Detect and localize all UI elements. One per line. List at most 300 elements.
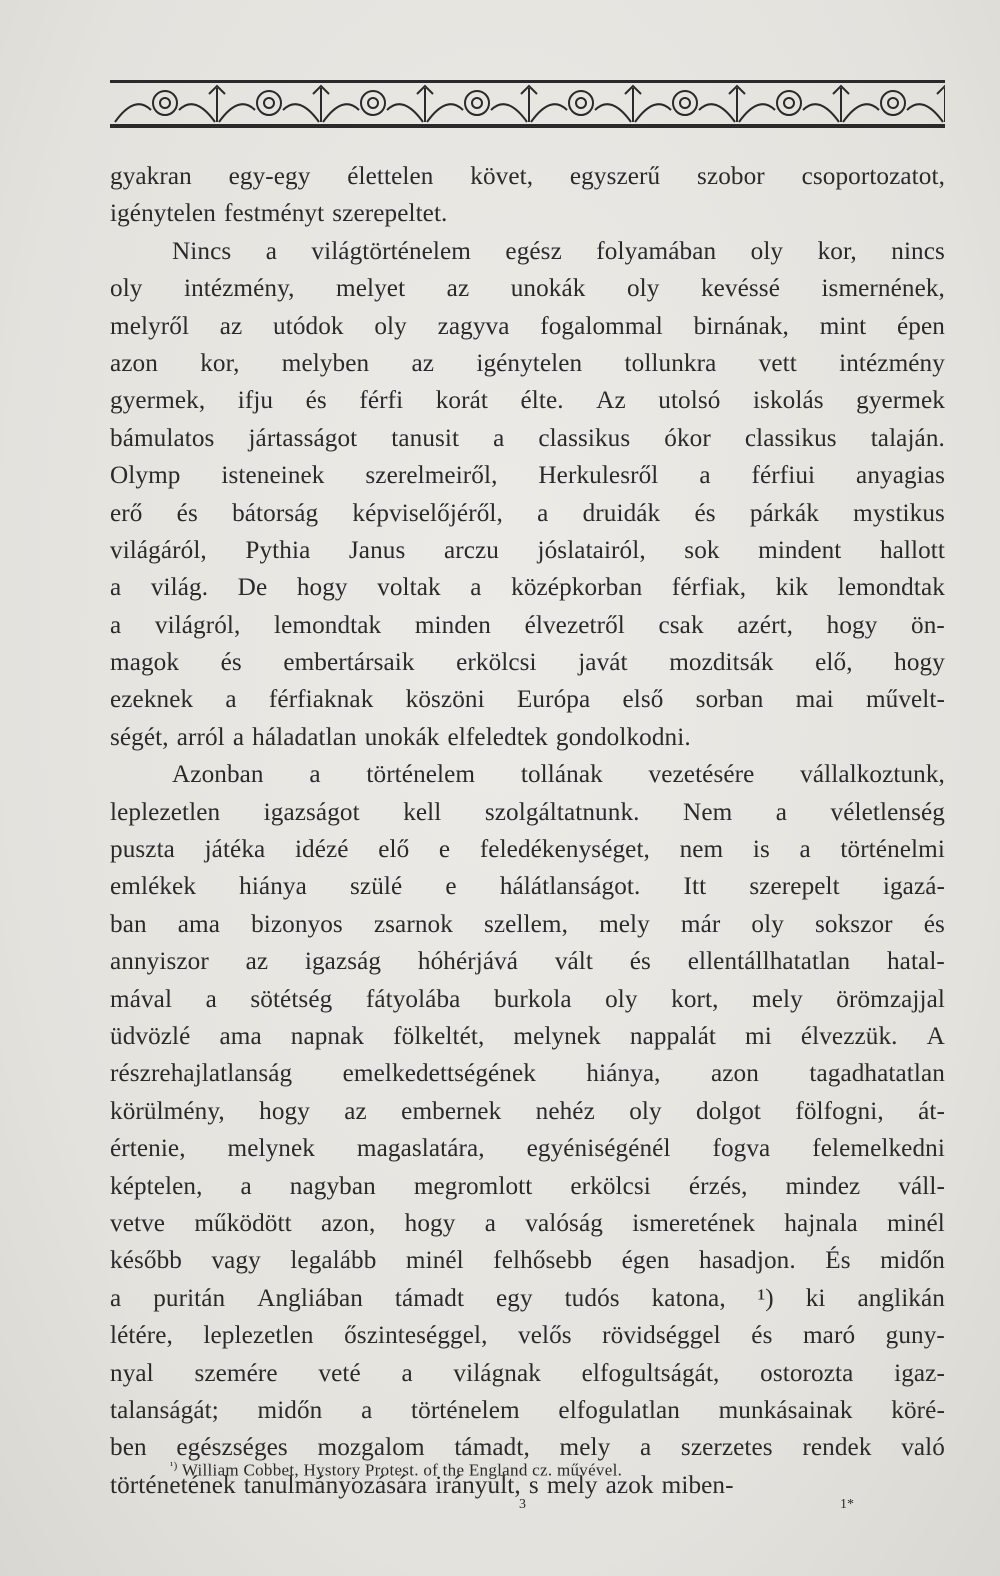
word: szellem, bbox=[483, 910, 568, 938]
word: vállalkoztunk, bbox=[800, 761, 945, 789]
word: őszinteséggel, bbox=[344, 1322, 488, 1350]
word: csoportozatot, bbox=[801, 163, 945, 190]
word: lemondtak bbox=[837, 574, 945, 602]
word: köszöni bbox=[405, 686, 485, 714]
word: intézmény bbox=[839, 349, 945, 377]
word: hóhérjává bbox=[417, 948, 519, 976]
word: jártasságot bbox=[248, 424, 358, 452]
word: ön- bbox=[911, 611, 945, 639]
text-line bbox=[110, 1018, 945, 1055]
word: hálátlanságot. bbox=[499, 873, 641, 901]
word: létére, bbox=[110, 1322, 173, 1350]
word: a bbox=[484, 1209, 496, 1237]
word: burkola bbox=[493, 985, 572, 1013]
word: ki bbox=[805, 1284, 826, 1312]
word: a bbox=[537, 499, 549, 527]
word: szobor bbox=[697, 163, 765, 190]
text-line bbox=[110, 158, 945, 195]
word: velős bbox=[518, 1322, 572, 1350]
word: felhősebb bbox=[493, 1247, 593, 1275]
word: fölfogni, bbox=[795, 1097, 884, 1125]
word: javát bbox=[578, 649, 628, 677]
word: emlékek bbox=[110, 873, 197, 901]
word: igazság bbox=[304, 948, 382, 976]
word: az bbox=[411, 349, 435, 377]
word: hogy bbox=[894, 649, 945, 677]
word: világ. bbox=[150, 574, 209, 602]
word: feledékenységet, bbox=[479, 836, 650, 864]
word: Janus bbox=[348, 536, 406, 564]
text-line bbox=[110, 1280, 945, 1317]
word: képviselőjéről, bbox=[352, 499, 503, 527]
word: minél bbox=[887, 1209, 945, 1237]
word: tollunkra bbox=[624, 349, 717, 377]
word: embertársaik bbox=[283, 649, 415, 677]
text-line bbox=[110, 681, 945, 718]
word: sorban bbox=[695, 686, 764, 714]
word: vált bbox=[554, 948, 593, 976]
word: oly bbox=[629, 1097, 662, 1125]
word: leplezetlen bbox=[203, 1322, 314, 1350]
word: férfiak, bbox=[671, 574, 747, 602]
word: bizonyos bbox=[251, 910, 343, 938]
word: a bbox=[265, 237, 277, 265]
word: egy-egy bbox=[228, 163, 311, 190]
word: szerelmeiről, bbox=[365, 462, 498, 490]
word: üdvözlé bbox=[110, 1022, 191, 1050]
word: és bbox=[176, 499, 198, 527]
word: köré- bbox=[891, 1396, 945, 1424]
word: magaslatára, bbox=[356, 1135, 485, 1163]
word: voltak bbox=[377, 574, 441, 602]
word: Pythia bbox=[245, 536, 311, 564]
word: ismeretének bbox=[632, 1209, 756, 1237]
word: egyéniségénél bbox=[526, 1135, 671, 1163]
word: hiánya bbox=[239, 873, 307, 901]
text-line bbox=[110, 1205, 945, 1242]
word: a bbox=[110, 611, 122, 639]
word: élvezetről bbox=[524, 611, 625, 639]
word: hasadjon. bbox=[699, 1247, 796, 1275]
word: férfiaknak bbox=[268, 686, 374, 714]
word: mindent bbox=[758, 536, 842, 564]
word: Nem bbox=[683, 798, 733, 826]
page-number: 3 bbox=[519, 1497, 526, 1512]
word: hogy bbox=[296, 574, 348, 602]
word: kik bbox=[775, 574, 809, 602]
word: világáról, bbox=[110, 536, 207, 564]
word: a bbox=[699, 462, 711, 490]
word: mely bbox=[559, 1434, 611, 1462]
word: való bbox=[901, 1434, 945, 1462]
word: férfiui bbox=[751, 462, 816, 490]
word: első bbox=[622, 686, 664, 714]
word: arczu bbox=[443, 536, 499, 564]
word: erkölcsi bbox=[570, 1172, 651, 1200]
word: oly bbox=[626, 275, 660, 303]
word: épen bbox=[897, 312, 945, 340]
word: anglikán bbox=[857, 1284, 945, 1312]
word: tudós bbox=[564, 1284, 620, 1312]
word: és bbox=[751, 1322, 773, 1350]
word: szemére bbox=[194, 1359, 278, 1387]
word: az bbox=[219, 312, 243, 340]
word: fogva bbox=[712, 1135, 771, 1163]
text-line bbox=[110, 495, 945, 532]
word: elő bbox=[378, 836, 410, 864]
word: a bbox=[110, 1284, 122, 1312]
word: ségét, bbox=[110, 723, 169, 751]
text-line bbox=[110, 457, 945, 494]
word: világtörténelem bbox=[311, 237, 471, 265]
word: ókor bbox=[664, 424, 711, 452]
word: már bbox=[680, 910, 721, 938]
text-line bbox=[110, 831, 945, 868]
word: oly bbox=[605, 985, 638, 1013]
signature-mark: 1* bbox=[840, 1497, 854, 1512]
word: nappalát bbox=[629, 1022, 716, 1050]
word: oly bbox=[110, 275, 143, 303]
word: oly bbox=[374, 312, 407, 340]
text-line bbox=[110, 719, 945, 756]
word: művelt- bbox=[865, 686, 945, 714]
word: midőn bbox=[880, 1247, 945, 1275]
word: ben bbox=[110, 1434, 147, 1462]
word: lemondtak bbox=[274, 611, 382, 639]
text-line bbox=[110, 195, 945, 232]
word: veté bbox=[318, 1359, 361, 1387]
word: leplezetlen bbox=[110, 798, 221, 826]
word: tollának bbox=[520, 761, 603, 789]
word: vetve bbox=[110, 1209, 166, 1237]
word: ama bbox=[177, 910, 220, 938]
word: mozgalom bbox=[317, 1434, 425, 1462]
text-line bbox=[110, 794, 945, 831]
text-line bbox=[110, 420, 945, 457]
word: egészséges bbox=[176, 1434, 288, 1462]
word: kort, bbox=[671, 985, 719, 1013]
word: csak bbox=[658, 611, 704, 639]
word: a bbox=[401, 1359, 413, 1387]
word: nincs bbox=[891, 237, 945, 265]
word: puritán bbox=[153, 1284, 226, 1312]
word: tanusit bbox=[391, 424, 460, 452]
word: érzés, bbox=[688, 1172, 748, 1200]
word: munkásainak bbox=[718, 1396, 853, 1424]
word: a bbox=[309, 761, 321, 789]
word: történetének bbox=[110, 1471, 236, 1499]
word: vezetésére bbox=[648, 761, 755, 789]
word: a bbox=[799, 836, 811, 864]
word: gyermek, bbox=[110, 387, 206, 415]
word: támadt bbox=[394, 1284, 465, 1312]
word: igaz- bbox=[894, 1359, 945, 1387]
word: és bbox=[923, 910, 945, 938]
word: gyermek bbox=[856, 387, 945, 415]
word: hallott bbox=[879, 536, 945, 564]
word: zsarnok bbox=[373, 910, 453, 938]
word: arról bbox=[176, 723, 225, 751]
word: guny- bbox=[885, 1322, 945, 1350]
word: melynek bbox=[227, 1135, 315, 1163]
word: a bbox=[361, 1396, 373, 1424]
word: s bbox=[528, 1471, 539, 1499]
text-line bbox=[110, 532, 945, 569]
word: sok bbox=[684, 536, 720, 564]
floral-ornament-border bbox=[110, 74, 945, 134]
word: druidák bbox=[582, 499, 661, 527]
word: középkorban bbox=[511, 574, 643, 602]
word: mozditsák bbox=[669, 649, 774, 677]
text-line bbox=[110, 756, 945, 793]
word: égen bbox=[621, 1247, 670, 1275]
word: követ, bbox=[470, 163, 534, 190]
word: férfi bbox=[359, 387, 404, 415]
word: hiánya, bbox=[586, 1060, 661, 1088]
word: képtelen, bbox=[110, 1172, 203, 1200]
word: valóság bbox=[525, 1209, 603, 1237]
text-line bbox=[110, 607, 945, 644]
word: történelmi bbox=[840, 836, 945, 864]
word: a bbox=[493, 424, 505, 452]
word: utódok bbox=[273, 312, 344, 340]
word: annyiszor bbox=[110, 948, 209, 976]
word: e bbox=[438, 836, 451, 864]
word: működött bbox=[194, 1209, 292, 1237]
word: talaján. bbox=[870, 424, 945, 452]
word: nem bbox=[679, 836, 724, 864]
word: unokák bbox=[510, 275, 586, 303]
word: is bbox=[752, 836, 770, 864]
text-line bbox=[110, 1093, 945, 1130]
word: világról, bbox=[154, 611, 241, 639]
word: az bbox=[245, 948, 269, 976]
text-line bbox=[110, 906, 945, 943]
word: birnának, bbox=[693, 312, 789, 340]
word: ismernének, bbox=[821, 275, 945, 303]
word: élte. bbox=[520, 387, 564, 415]
word: és bbox=[305, 387, 327, 415]
word: a bbox=[205, 985, 217, 1013]
word: korát bbox=[435, 387, 488, 415]
word: a bbox=[232, 723, 245, 751]
word: a bbox=[225, 686, 237, 714]
word: a bbox=[639, 1434, 652, 1462]
word: nehéz bbox=[535, 1097, 595, 1125]
word: iskolás bbox=[752, 387, 824, 415]
word: támadt, bbox=[454, 1434, 530, 1462]
word: melyről bbox=[110, 312, 190, 340]
text-line bbox=[110, 644, 945, 681]
text-line bbox=[110, 1242, 945, 1279]
word: nagyban bbox=[289, 1172, 376, 1200]
word: részrehajlatlanság bbox=[110, 1060, 293, 1088]
word: ¹) bbox=[757, 1284, 774, 1312]
word: vett bbox=[758, 349, 797, 377]
word: mint bbox=[819, 312, 867, 340]
text-line bbox=[110, 1392, 945, 1429]
text-line bbox=[110, 1317, 945, 1354]
word: felemelkedni bbox=[812, 1135, 945, 1163]
word: emelkedettségének bbox=[342, 1060, 536, 1088]
word: hajnala bbox=[784, 1209, 858, 1237]
text-line bbox=[110, 943, 945, 980]
word: játéka bbox=[204, 836, 266, 864]
word: szerepelt bbox=[749, 873, 840, 901]
word: maró bbox=[802, 1322, 856, 1350]
text-line bbox=[110, 1168, 945, 1205]
word: háladatlan bbox=[252, 723, 357, 751]
text-line bbox=[110, 308, 945, 345]
word: idézé bbox=[294, 836, 349, 864]
word: megromlott bbox=[413, 1172, 533, 1200]
word: rendek bbox=[802, 1434, 872, 1462]
word: Angliában bbox=[257, 1284, 363, 1312]
word: jóslatairól, bbox=[537, 536, 646, 564]
word: napnak bbox=[290, 1022, 365, 1050]
text-line bbox=[110, 270, 945, 307]
word: ezeknek bbox=[110, 686, 194, 714]
word: ellentállhatatlan bbox=[687, 948, 851, 976]
word: embernek bbox=[401, 1097, 502, 1125]
text-line bbox=[110, 382, 945, 419]
body-text bbox=[110, 158, 945, 1504]
word: midőn bbox=[257, 1396, 323, 1424]
word: a bbox=[110, 574, 122, 602]
word: magok bbox=[110, 649, 180, 677]
word: egész bbox=[505, 237, 562, 265]
word: értenie, bbox=[110, 1135, 186, 1163]
word: dolgot bbox=[696, 1097, 762, 1125]
word: elő, bbox=[815, 649, 853, 677]
word: minden bbox=[414, 611, 491, 639]
word: miben- bbox=[661, 1471, 734, 1499]
word: gondolkodni. bbox=[555, 723, 691, 751]
word: tagadhatatlan bbox=[809, 1060, 945, 1088]
word: tanulmányozására bbox=[243, 1471, 428, 1499]
word: unokák bbox=[364, 723, 440, 751]
word: egyszerű bbox=[569, 163, 661, 190]
word: classikus bbox=[538, 424, 631, 452]
word: Nincs bbox=[172, 237, 232, 265]
word: ifju bbox=[237, 387, 274, 415]
word: a bbox=[240, 1172, 252, 1200]
word: Azonban bbox=[172, 761, 264, 789]
word: talanságát; bbox=[110, 1396, 219, 1424]
word: azon bbox=[710, 1060, 759, 1088]
word: erkölcsi bbox=[456, 649, 537, 677]
word: minél bbox=[405, 1247, 464, 1275]
word: át- bbox=[918, 1097, 945, 1125]
word: történelem bbox=[411, 1396, 520, 1424]
word: legalább bbox=[290, 1247, 377, 1275]
word: melynek bbox=[513, 1022, 601, 1050]
word: melyet bbox=[336, 275, 406, 303]
word: igénytelen bbox=[476, 349, 583, 377]
word: szerzetes bbox=[680, 1434, 773, 1462]
word: fölkeltét, bbox=[393, 1022, 485, 1050]
word: anyagias bbox=[856, 462, 945, 490]
word: ostorozta bbox=[760, 1359, 854, 1387]
word: történelem bbox=[366, 761, 476, 789]
word: szerepeltet. bbox=[332, 200, 448, 228]
word: fogalommal bbox=[540, 312, 663, 340]
word: De bbox=[237, 574, 268, 602]
text-line bbox=[110, 569, 945, 606]
word: egy bbox=[495, 1284, 533, 1312]
word: az bbox=[446, 275, 470, 303]
word: és bbox=[694, 499, 716, 527]
word: ama bbox=[219, 1022, 262, 1050]
word: körülmény, bbox=[110, 1097, 225, 1125]
word: később bbox=[110, 1247, 182, 1275]
word: igazságot bbox=[263, 798, 360, 826]
text-line bbox=[110, 868, 945, 905]
word: kell bbox=[403, 798, 442, 826]
word: mystikus bbox=[853, 499, 945, 527]
word: azok bbox=[605, 1471, 654, 1499]
text-line bbox=[110, 1130, 945, 1167]
word: zagyva bbox=[437, 312, 510, 340]
word: gyakran bbox=[110, 163, 192, 190]
word: oly bbox=[750, 237, 784, 265]
word: kor, bbox=[817, 237, 857, 265]
word: elfogulatlan bbox=[558, 1396, 680, 1424]
text-line bbox=[110, 345, 945, 382]
text-line bbox=[110, 233, 945, 270]
word: a bbox=[470, 574, 482, 602]
word: az bbox=[344, 1097, 367, 1125]
word: azért, bbox=[737, 611, 794, 639]
word: szülé bbox=[350, 873, 403, 901]
word: classikus bbox=[744, 424, 837, 452]
word: oly bbox=[751, 910, 784, 938]
word: azon, bbox=[321, 1209, 376, 1237]
word: és bbox=[629, 948, 651, 976]
word: intézmény, bbox=[183, 275, 295, 303]
word: mindez bbox=[785, 1172, 861, 1200]
word: erő bbox=[110, 499, 143, 527]
word: sokszor bbox=[814, 910, 893, 938]
word: váll- bbox=[898, 1172, 945, 1200]
word: utolsó bbox=[658, 387, 721, 415]
word: hogy bbox=[259, 1097, 310, 1125]
footnote-marker: ¹) bbox=[170, 1460, 178, 1472]
word: e bbox=[445, 873, 457, 901]
word: fátyolába bbox=[365, 985, 461, 1013]
word: mely bbox=[752, 985, 803, 1013]
word: sötétség bbox=[250, 985, 333, 1013]
word: puszta bbox=[110, 836, 175, 864]
footnote-text: William Cobbet, Hystory Protest. of the England cz. művével. bbox=[181, 1460, 623, 1480]
word: világnak bbox=[453, 1359, 541, 1387]
word: isteneinek bbox=[221, 462, 325, 490]
word: mi bbox=[745, 1022, 772, 1050]
word: Európa bbox=[516, 686, 591, 714]
text-line bbox=[110, 981, 945, 1018]
word: folyamában bbox=[596, 237, 717, 265]
footnote bbox=[170, 1460, 622, 1481]
word: hatal- bbox=[886, 948, 945, 976]
word: hogy bbox=[826, 611, 878, 639]
word: párkák bbox=[749, 499, 819, 527]
word: Az bbox=[596, 387, 626, 415]
word: a bbox=[775, 798, 788, 826]
word: katona, bbox=[651, 1284, 726, 1312]
word: bámulatos bbox=[110, 424, 215, 452]
word: mai bbox=[795, 686, 834, 714]
word: mával bbox=[110, 985, 173, 1013]
